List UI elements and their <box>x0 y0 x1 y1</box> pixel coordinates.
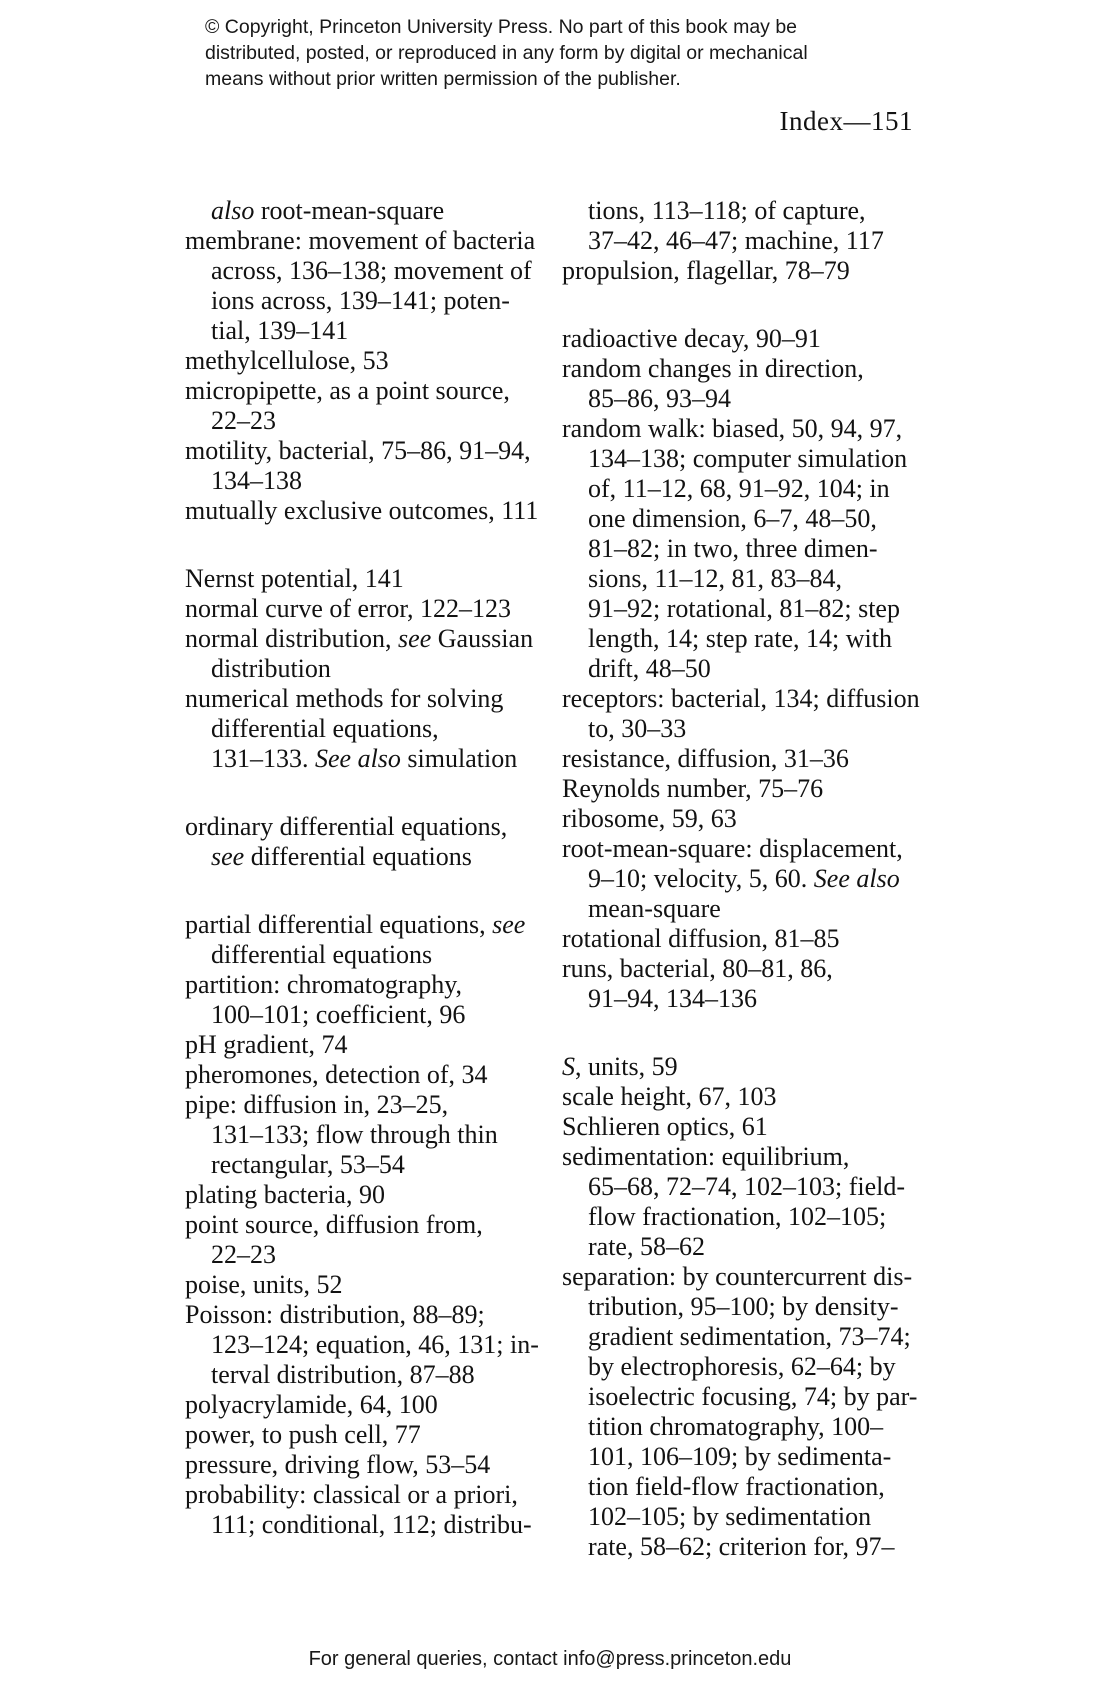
index-entry-line: 123–124; equation, 46, 131; in- <box>211 1330 539 1359</box>
index-entry-line: tribution, 95–100; by density- <box>588 1292 899 1321</box>
index-entry-line: poise, units, 52 <box>185 1270 343 1299</box>
index-entry-line: to, 30–33 <box>588 714 687 743</box>
index-entry-line: propulsion, flagellar, 78–79 <box>562 256 850 285</box>
index-entry-line: 91–92; rotational, 81–82; step <box>588 594 900 623</box>
index-entry-line: rotational diffusion, 81–85 <box>562 924 840 953</box>
index-column-right <box>562 196 924 1562</box>
index-entry-line: motility, bacterial, 75–86, 91–94, <box>185 436 531 465</box>
copyright-line: means without prior written permission of the publisher. <box>205 68 681 90</box>
index-entry-line: random walk: biased, 50, 94, 97, <box>562 414 903 443</box>
index-entry-line: normal distribution, see Gaussian <box>185 624 534 653</box>
index-column-left <box>185 196 541 1540</box>
index-entry-line: membrane: movement of bacteria <box>185 226 536 255</box>
index-entry-line: length, 14; step rate, 14; with <box>588 624 893 653</box>
index-entry-line: rate, 58–62; criterion for, 97– <box>588 1532 895 1561</box>
index-entry-line: probability: classical or a priori, <box>185 1480 518 1509</box>
index-entry-line: separation: by countercurrent dis- <box>562 1262 913 1291</box>
index-entry-line: ordinary differential equations, <box>185 812 508 841</box>
index-entry-line: 111; conditional, 112; distribu- <box>211 1510 532 1539</box>
index-entry-line: Nernst potential, 141 <box>185 564 404 593</box>
index-entry-line: numerical methods for solving <box>185 684 504 713</box>
index-entry-line: Reynolds number, 75–76 <box>562 774 824 803</box>
index-entry-line: one dimension, 6–7, 48–50, <box>588 504 877 533</box>
index-entry-line: of, 11–12, 68, 91–92, 104; in <box>588 474 890 503</box>
index-entry-line: rate, 58–62 <box>588 1232 705 1261</box>
copyright-line: distributed, posted, or reproduced in any form by digital or mechanical <box>205 42 808 64</box>
index-entry-line: scale height, 67, 103 <box>562 1082 777 1111</box>
index-entry-line: flow fractionation, 102–105; <box>588 1202 887 1231</box>
index-entry-line: 91–94, 134–136 <box>588 984 757 1013</box>
index-entry-line: plating bacteria, 90 <box>185 1180 385 1209</box>
index-entry-line: mean-square <box>588 894 721 923</box>
index-entry-line: ions across, 139–141; poten- <box>211 286 510 315</box>
index-entry-line: ribosome, 59, 63 <box>562 804 737 833</box>
index-entry-line: micropipette, as a point source, <box>185 376 510 405</box>
index-entry-line: S, units, 59 <box>562 1052 678 1081</box>
index-entry-line: receptors: bacterial, 134; diffusion <box>562 684 920 713</box>
index-entry-line: 37–42, 46–47; machine, 117 <box>588 226 884 255</box>
index-entry-line: partition: chromatography, <box>185 970 463 999</box>
index-entry-line: polyacrylamide, 64, 100 <box>185 1390 438 1419</box>
index-entry-line: runs, bacterial, 80–81, 86, <box>562 954 833 983</box>
index-entry-line: 81–82; in two, three dimen- <box>588 534 878 563</box>
index-entry-line: distribution <box>211 654 331 683</box>
index-entry-line: radioactive decay, 90–91 <box>562 324 821 353</box>
index-entry-line: drift, 48–50 <box>588 654 711 683</box>
index-entry-line: sions, 11–12, 81, 83–84, <box>588 564 842 593</box>
index-entry-line: by electrophoresis, 62–64; by <box>588 1352 896 1381</box>
index-entry-line: resistance, diffusion, 31–36 <box>562 744 849 773</box>
index-entry-line: 102–105; by sedimentation <box>588 1502 872 1531</box>
index-entry-line: pressure, driving flow, 53–54 <box>185 1450 491 1479</box>
index-entry-line: pipe: diffusion in, 23–25, <box>185 1090 449 1119</box>
copyright-line: © Copyright, Princeton University Press. No part of this book may be <box>205 16 798 38</box>
index-entry-line: power, to push cell, 77 <box>185 1420 421 1449</box>
index-entry-line: gradient sedimentation, 73–74; <box>588 1322 911 1351</box>
index-entry-line: 134–138 <box>211 466 302 495</box>
index-columns <box>185 196 920 1596</box>
index-entry-line: rectangular, 53–54 <box>211 1150 405 1179</box>
page-header-index-151: Index—151 <box>779 106 913 136</box>
index-entry-line: 131–133. See also simulation <box>211 744 518 773</box>
index-entry-line: tial, 139–141 <box>211 316 349 345</box>
index-entry-line: tions, 113–118; of capture, <box>588 196 866 225</box>
index-entry-line: also root-mean-square <box>211 196 445 225</box>
index-entry-line: point source, diffusion from, <box>185 1210 483 1239</box>
index-entry-line: methylcellulose, 53 <box>185 346 389 375</box>
index-entry-line: 85–86, 93–94 <box>588 384 731 413</box>
index-entry-line: Poisson: distribution, 88–89; <box>185 1300 485 1329</box>
index-entry-line: 22–23 <box>211 406 276 435</box>
index-entry-line: 65–68, 72–74, 102–103; field- <box>588 1172 906 1201</box>
index-entry-line: 9–10; velocity, 5, 60. See also <box>588 864 900 893</box>
index-entry-line: sedimentation: equilibrium, <box>562 1142 850 1171</box>
index-entry-line: terval distribution, 87–88 <box>211 1360 475 1389</box>
index-entry-line: 100–101; coefficient, 96 <box>211 1000 466 1029</box>
index-entry-line: isoelectric focusing, 74; by par- <box>588 1382 918 1411</box>
index-entry-line: differential equations, <box>211 714 439 743</box>
index-entry-line: pH gradient, 74 <box>185 1030 348 1059</box>
index-entry-line: tition chromatography, 100– <box>588 1412 884 1441</box>
index-entry-line: 101, 106–109; by sedimenta- <box>588 1442 892 1471</box>
copyright-notice <box>205 14 865 92</box>
index-entry-line: root-mean-square: displacement, <box>562 834 903 863</box>
index-entry-line: Schlieren optics, 61 <box>562 1112 768 1141</box>
page-footer-contact: For general queries, contact info@press.princeton.edu <box>308 1648 792 1670</box>
index-entry-line: pheromones, detection of, 34 <box>185 1060 488 1089</box>
index-entry-line: tion field-flow fractionation, <box>588 1472 885 1501</box>
index-entry-line: random changes in direction, <box>562 354 864 383</box>
index-entry-line: see differential equations <box>211 842 472 871</box>
index-entry-line: differential equations <box>211 940 433 969</box>
index-entry-line: mutually exclusive outcomes, 111 <box>185 496 539 525</box>
index-entry-line: 134–138; computer simulation <box>588 444 908 473</box>
index-entry-line: 22–23 <box>211 1240 276 1269</box>
index-entry-line: 131–133; flow through thin <box>211 1120 498 1149</box>
index-entry-line: normal curve of error, 122–123 <box>185 594 512 623</box>
index-entry-line: across, 136–138; movement of <box>211 256 532 285</box>
index-entry-line: partial differential equations, see <box>185 910 526 939</box>
